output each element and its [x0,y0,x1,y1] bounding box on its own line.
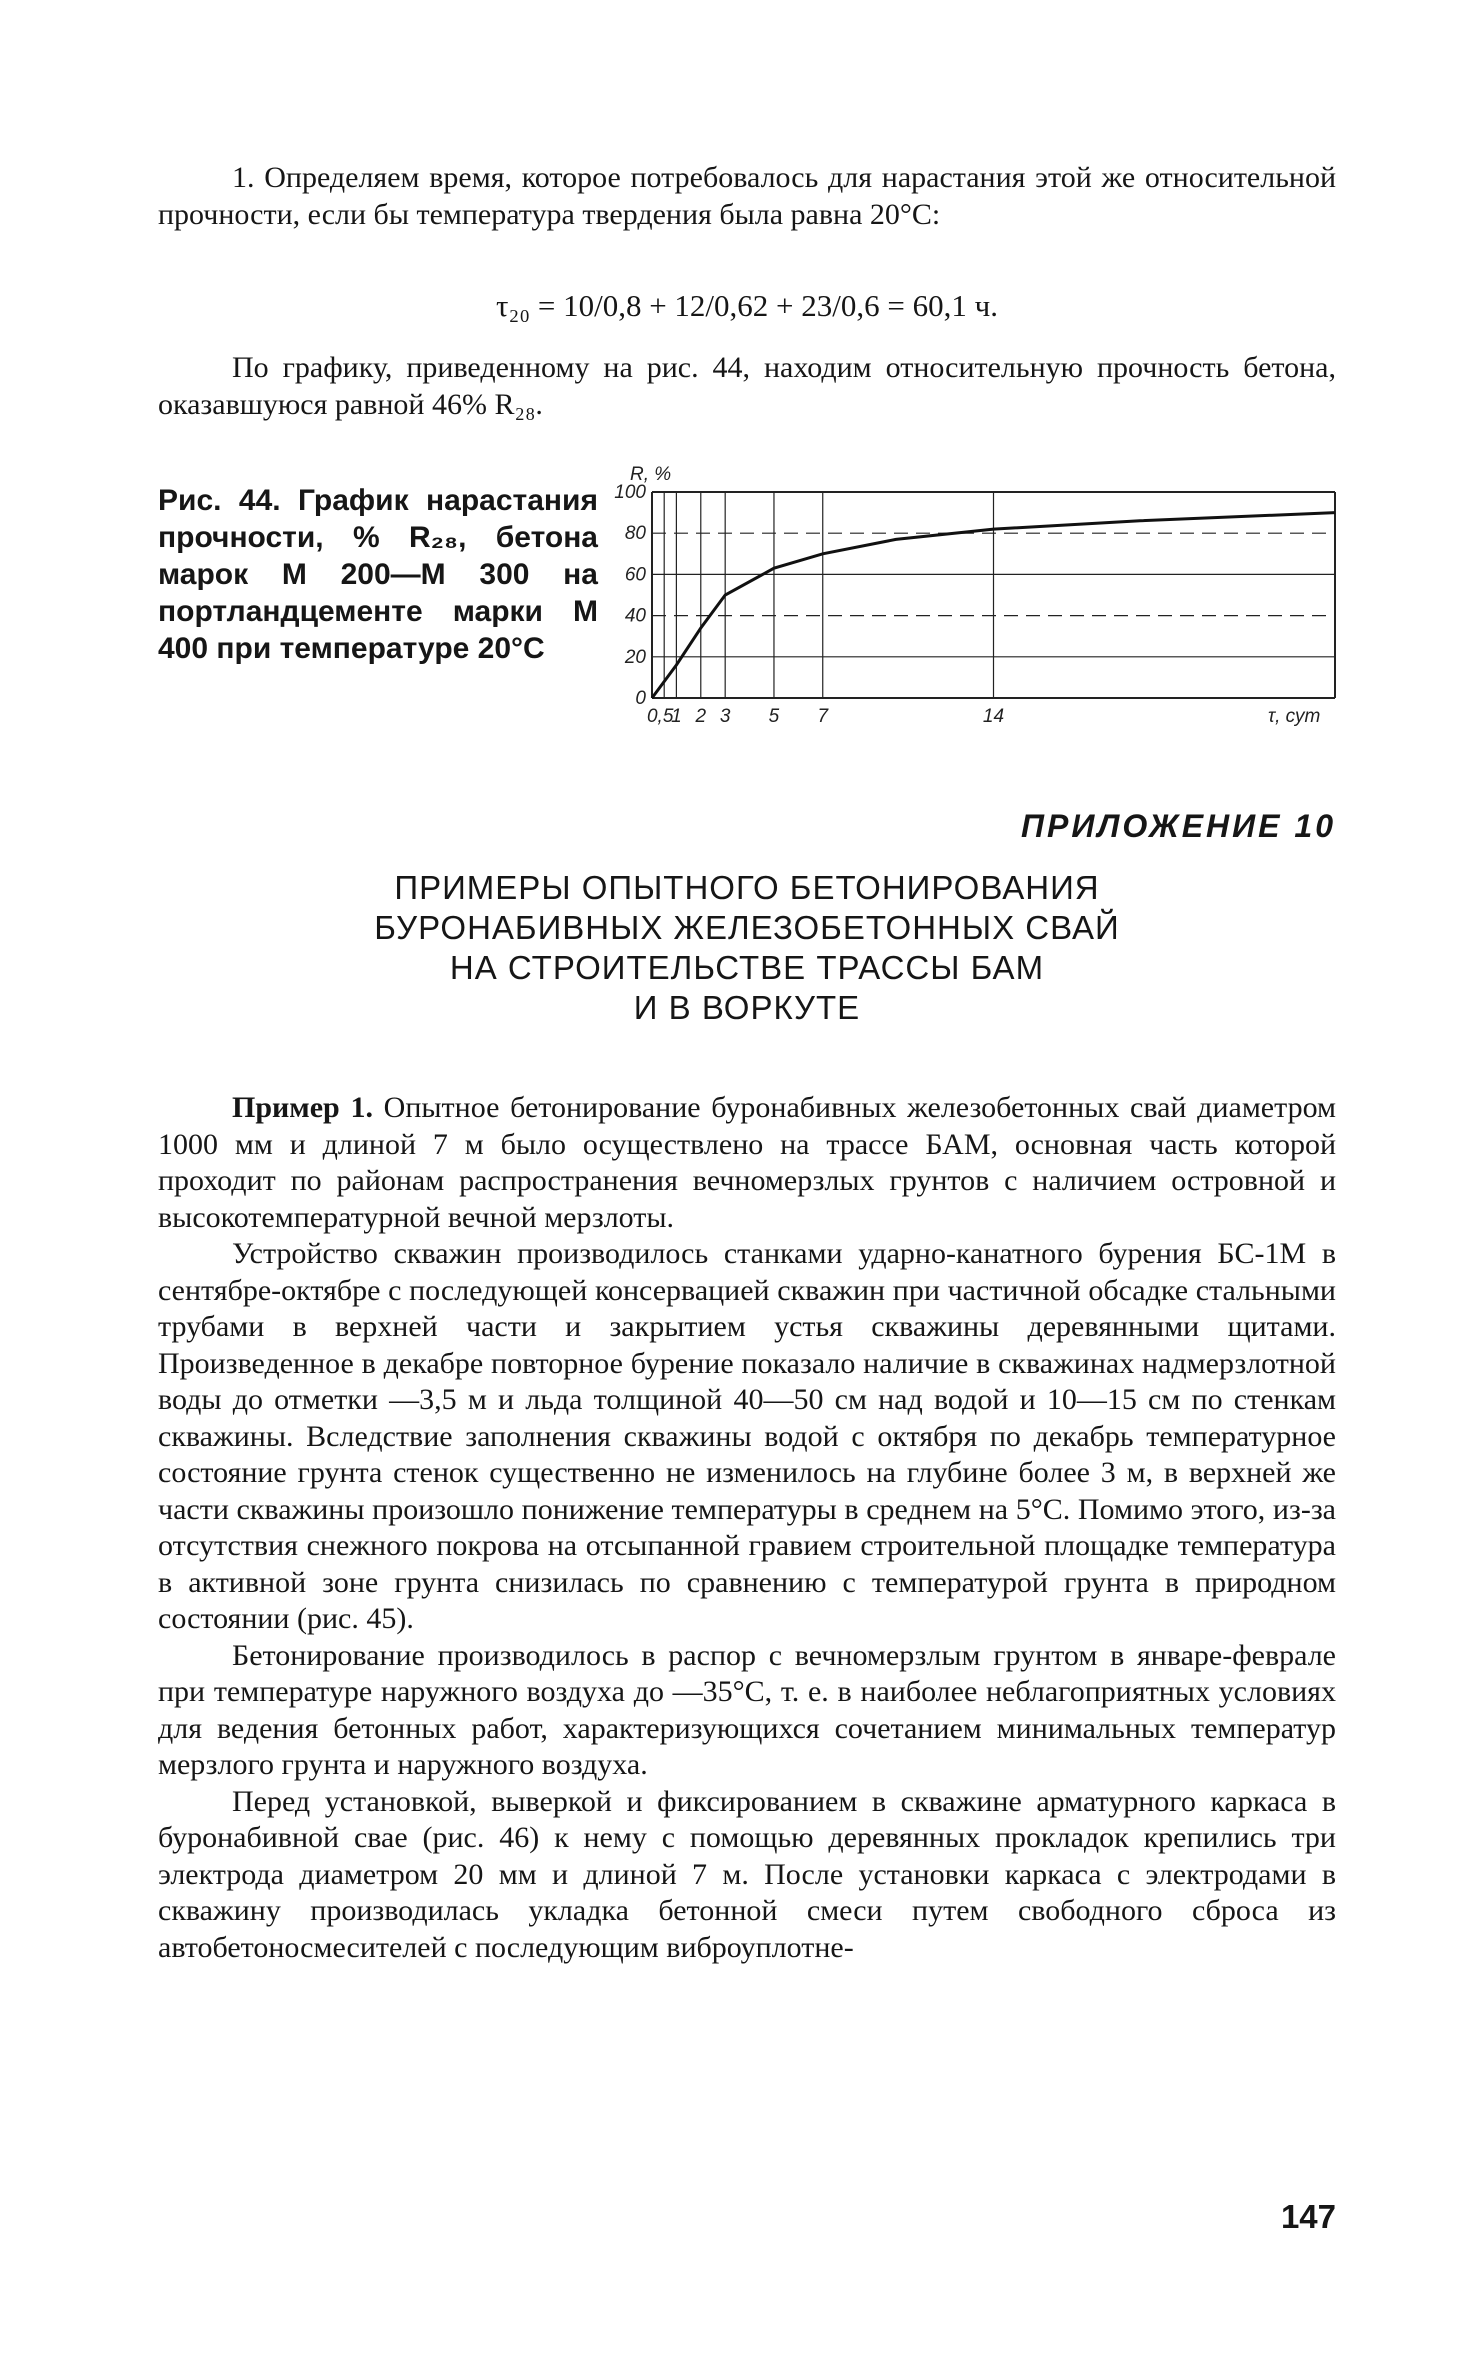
appendix-label: ПРИЛОЖЕНИЕ 10 [1021,808,1336,844]
x-tick-label: 1 [671,706,682,727]
y-tick-label: 100 [614,482,646,503]
strength-growth-chart [590,450,1350,740]
paragraph-step-1: 1. Определяем время, которое потребовалось для нарастания этой же относительной прочности, если бы температура твердения была равна 20°С: [158,161,1336,231]
title-line-2: БУРОНАБИВНЫХ ЖЕЛЕЗОБЕТОННЫХ СВАЙ [374,909,1120,946]
y-tick-label: 20 [624,646,646,668]
title-line-1: ПРИМЕРЫ ОПЫТНОГО БЕТОНИРОВАНИЯ [394,869,1100,906]
x-tick-label: 3 [719,706,731,727]
x-tick-label: 2 [695,706,707,727]
y-tick-label: 40 [624,605,646,627]
x-axis-label: τ, сут [1268,706,1321,727]
x-tick-label: 5 [768,706,780,727]
formula-tau-20: τ₂₀ = 10/0,8 + 12/0,62 + 23/0,6 = 60,1 ч. [496,288,998,323]
title-line-3: НА СТРОИТЕЛЬСТВЕ ТРАССЫ БАМ [449,949,1045,986]
paragraph-reinforcement: Перед установкой, выверкой и фиксированием в скважине арматурного каркаса в буронабивной свае (рис. 46) к нему с помощью деревянных прокладок крепились три электрода диаметром 20 мм и длиной 7 м. После установки каркаса с электродами в скважину производилась укладка бетонной смеси путем свободного сброса из автобетоносмесителей с последующим виброуплотне- [158,1784,1336,1964]
paragraph-example-1 [158,1090,1336,1236]
x-tick-label: 0,5 [646,706,674,727]
paragraph-drilling: Устройство скважин производилось станками ударно-канатного бурения БС-1М в сентябре-октябре с последующей консервацией скважин при частичной обсадке стальными трубами в верхней части и закрытием устья скважины деревянными щитами. Произведенное в декабре повторное бурение показало наличие в скважинах надмерзлотной воды до отметки —3,5 м и льда толщиной 40—50 см над водой и 10—15 см по стенкам скважины. Вследствие заполнения скважины водой с октября по декабрь температурное состояние грунта стенок существенно не изменилось на глубине более 3 м, в верхней же части скважины произошло понижение температуры в среднем на 5°С. Помимо этого, из-за отсутствия снежного покрова на отсыпанной гравием строительной площадке температура в активной зоне грунта снизилась по сравнению с температурой грунта в природном состоянии (рис. 45). [158,1237,1336,1635]
title-line-4: И В ВОРКУТЕ [633,989,861,1026]
figure-44-caption: Рис. 44. График нарастания прочности, % R₂₈, бетона марок М 200—М 300 на портландцементе марки М 400 при температуре 20°С [158,484,598,665]
y-tick-label: 60 [624,564,646,586]
section-title [158,868,1336,1028]
x-tick-label: 14 [982,706,1005,727]
paragraph-graph-reference: По графику, приведенному на рис. 44, находим относительную прочность бетона, оказавшуюся равной 46% R₂₈. [158,351,1336,421]
top-text-2 [158,350,1336,423]
body-text [158,1090,1336,1966]
example-lead: Пример 1. [232,1091,373,1124]
x-tick-label: 7 [817,706,829,727]
y-axis-label: R, % [630,464,672,485]
paragraph-concreting: Бетонирование производилось в распор с вечномерзлым грунтом в январе-феврале при температуре наружного воздуха до —35°С, т. е. в наиболее неблагоприятных условиях для ведения бетонных работ, характеризующихся сочетанием минимальных температур мерзлого грунта и наружного воздуха. [158,1638,1336,1781]
top-text [158,160,1336,233]
figure-44-chart [590,450,1350,740]
example-text: Опытное бетонирование буронабивных железобетонных свай диаметром 1000 мм и длиной 7 м было осуществлено на трассе БАМ, основная часть которой проходит по районам распространения вечномерзлых грунтов с наличием островной и высокотемпературной вечной мерзлоты. [158,1091,1337,1234]
y-tick-label: 0 [635,688,646,709]
page-number: 147 [1280,2198,1336,2235]
y-tick-label: 80 [624,523,646,545]
